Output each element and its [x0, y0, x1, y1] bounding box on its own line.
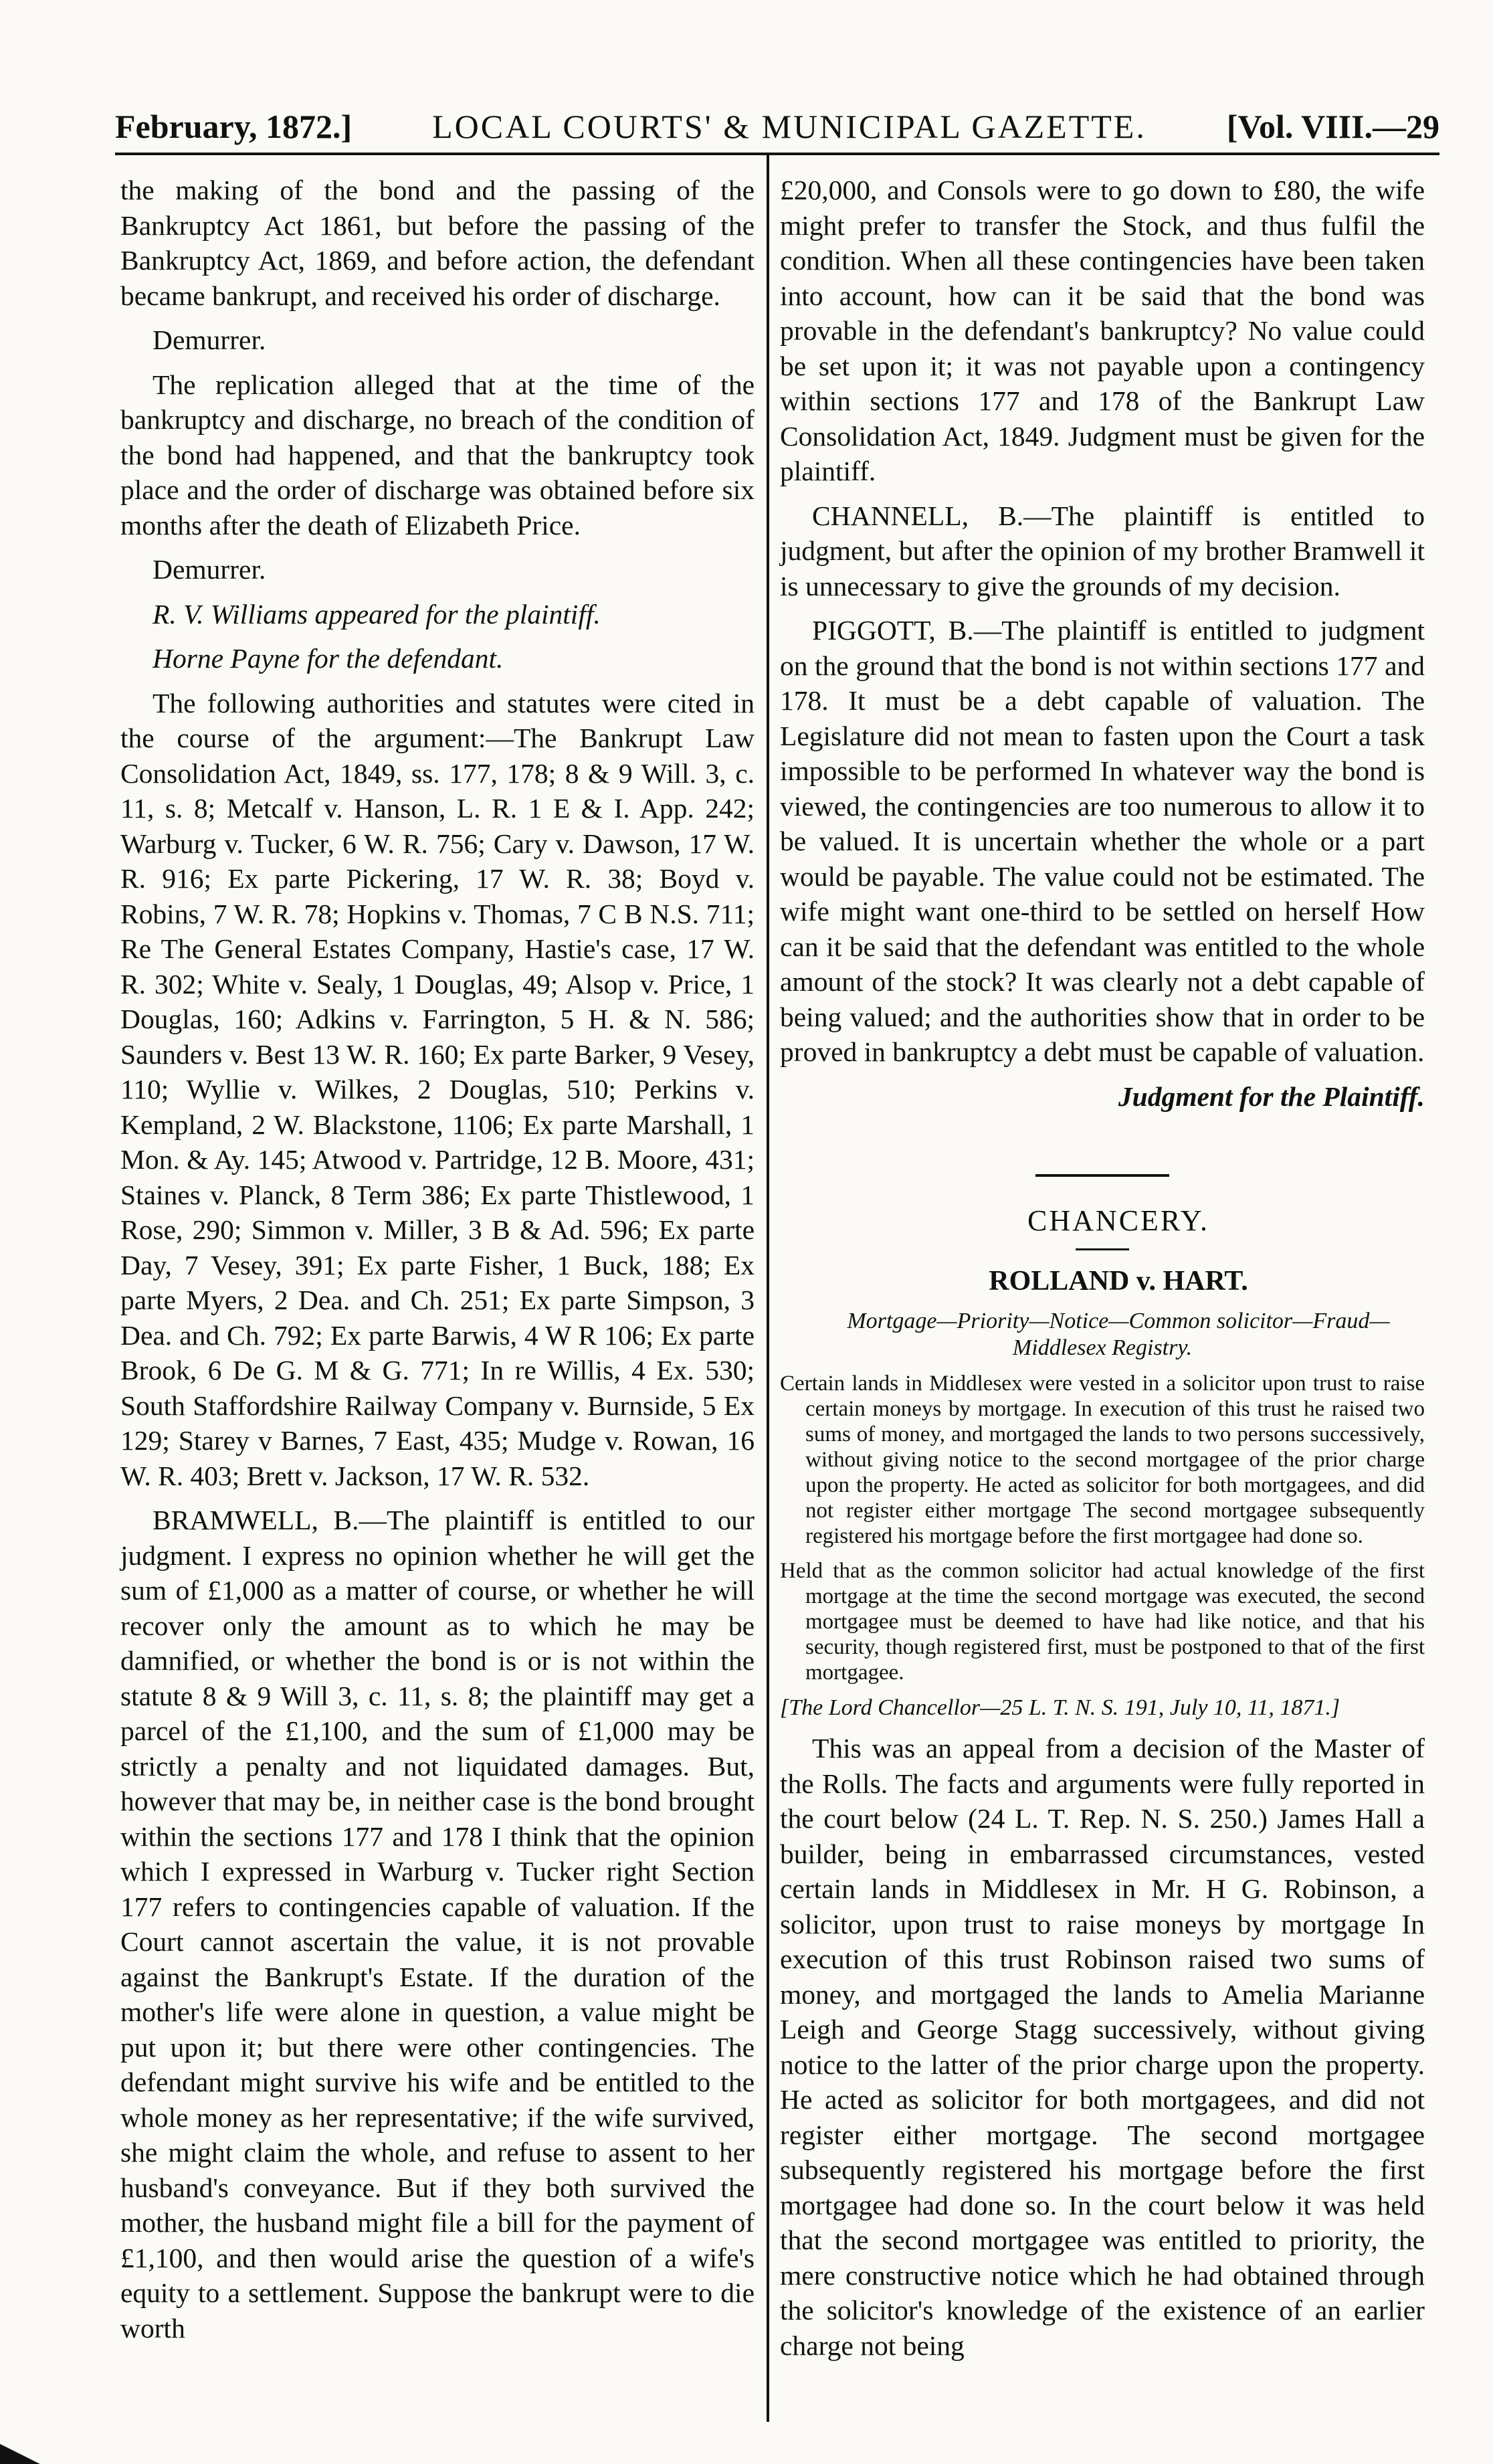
case-citation: [The Lord Chancellor—25 L. T. N. S. 191, July 10, 11, 1871.] [780, 1695, 1340, 1720]
case-body: This was an appeal from a decision of the Master of the Rolls. The facts and arguments were fully reported in the court below (24 L. T. Rep. N. S. 250.) James Hall a builder, being in embarrassed circumstances, vested certain lands in Middlesex in Mr. H G. Robinson, a solicitor, upon trust to raise moneys by mortgage In execution of this trust Robinson raised two sums of money, and mortgaged the lands to Amelia Marianne Leigh and George Stagg successively, without giving notice to the latter of the prior charge upon the property. He acted as solicitor for both mortgagees, and did not register either mortgage. The second mortgagee subsequently registered his mortgage before the first mortgagee had done so. In the court below it was held that the second mortgagee was entitled to priority, the mere constructive notice which he had obtained through the solicitor's knowledge of the existence of an earlier charge not being [780, 1733, 1425, 2361]
judgment-line: Judgment for the Plaintiff. [1118, 1080, 1425, 1112]
headnote: Certain lands in Middlesex were vested in a solicitor upon trust to raise certain moneys by mortgage. In execution of this trust he raised two sums of money, and mortgaged the lands to two persons successively, without giving notice to the second mortgagee of the prior charge upon the property. He acted as solicitor for both mortgagees, and did not register either mortgage The second mortgagee subsequently registered his mortgage before the first mortgagee had done so. [780, 1371, 1425, 1548]
counsel-plaintiff: R. V. Williams appeared for the plaintiff. [153, 598, 601, 630]
section-heading: CHANCERY. [1027, 1204, 1209, 1237]
heading-rule [1076, 1248, 1129, 1250]
left-column [120, 173, 755, 2355]
judgment-channell: CHANNELL, B.—The plaintiff is entitled to judgment, but after the opinion of my brother Bramwell it is unnecessary to give the grounds of my decision. [780, 500, 1425, 601]
paragraph: Demurrer. [153, 554, 266, 585]
counsel-defendant: Horne Payne for the defendant. [153, 643, 504, 674]
page-header [115, 72, 1439, 155]
issue-date: February, 1872.] [115, 108, 353, 145]
headnote-subject: Mortgage—Priority—Notice—Common solicitor—Fraud—Middlesex Registry. [847, 1309, 1390, 1360]
volume-page-number: [Vol. VIII.—29 [1226, 108, 1439, 145]
case-title: ROLLAND v. HART. [989, 1265, 1248, 1297]
column-divider [767, 154, 769, 2422]
right-column [780, 173, 1425, 2372]
page-corner [0, 2444, 40, 2464]
paragraph: the making of the bond and the passing of the Bankruptcy Act 1861, but before the passing of the Bankruptcy Act, 1869, and before action, the defendant became bankrupt, and received his order of discharge. [120, 175, 755, 311]
paragraph: £20,000, and Consols were to go down to £80, the wife might prefer to transfer the Stock, and thus fulfil the condition. When all these contingencies have been taken into account, how can it be said that the bond was provable in the defendant's bankruptcy? No value could be set upon it; it was not payable upon a contingency within sections 177 and 178 of the Bankrupt Law Consolidation Act, 1849. Judgment must be given for the plaintiff. [780, 175, 1425, 486]
paragraph: Demurrer. [153, 324, 266, 355]
authorities-paragraph: The following authorities and statutes were cited in the course of the argument:—The Bankrupt Law Consolidation Act, 1849, ss. 177, 178; 8 & 9 Will. 3, c. 11, s. 8; Metcalf v. Hanson, L. R. 1 E & I. App. 242; Warburg v. Tucker, 6 W. R. 756; Cary v. Dawson, 17 W. R. 916; Ex parte Pickering, 17 W. R. 38; Boyd v. Robins, 7 W. R. 78; Hopkins v. Thomas, 7 C B N.S. 711; Re The General Estates Company, Hastie's case, 17 W. R. 302; White v. Sealy, 1 Douglas, 49; Alsop v. Price, 1 Douglas, 160; Adkins v. Farrington, 5 H. & N. 586; Saunders v. Best 13 W. R. 160; Ex parte Barker, 9 Vesey, 110; Wyllie v. Wilkes, 2 Douglas, 510; Perkins v. Kempland, 2 W. Blackstone, 1106; Ex parte Marshall, 1 Mon. & Ay. 145; Atwood v. Partridge, 12 B. Moore, 431; Staines v. Planck, 8 Term 386; Ex parte Thistlewood, 1 Rose, 290; Simmon v. Miller, 3 B & Ad. 596; Ex parte Day, 7 Vesey, 391; Ex parte Fisher, 1 Buck, 188; Ex parte Myers, 2 Dea. and Ch. 251; Ex parte Simpson, 3 Dea. and Ch. 792; Ex parte Barwis, 4 W R 106; Ex parte Brook, 6 De G. M & G. 771; In re Willis, 4 Ex. 530; South Staffordshire Railway Company v. Burnside, 5 Ex 129; Starey v Barnes, 7 East, 435; Mudge v. Rowan, 16 W. R. 403; Brett v. Jackson, 17 W. R. 532. [120, 687, 755, 1491]
headnote-held: Held that as the common solicitor had actual knowledge of the first mortgage at the time the second mortgage was executed, the second mortgagee must be deemed to have had like notice, and that his security, though registered first, must be postponed to that of the first mortgagee. [780, 1559, 1425, 1685]
publication-title: LOCAL COURTS' & MUNICIPAL GAZETTE. [432, 108, 1147, 145]
judgment-bramwell: BRAMWELL, B.—The plaintiff is entitled to our judgment. I express no opinion whether he will get the sum of £1,000 as a matter of course, or whether he will recover only the amount as to which he may be damnified, or whether the bond is or is not within the statute 8 & 9 Will 3, c. 11, s. 8; the plaintiff may get a parcel of the £1,100, and the sum of £1,000 may be strictly a penalty and not liquidated damages. But, however that may be, in neither case is the bond brought within the sections 177 and 178 I think that the opinion which I expressed in Warburg v. Tucker right Section 177 refers to contingencies capable of valuation. If the Court cannot ascertain the value, it is not provable against the Bankrupt's Estate. If the duration of the mother's life were alone in question, a value might be put upon it; but there were other contingencies. The defendant might survive his wife and be entitled to the whole money as her representative; if the wife survived, she might claim the whole, and refuse to assent to her husband's conveyance. But if they both survived the mother, the husband might file a bill for the payment of £1,100, and then would arise the question of a wife's equity to a settlement. Suppose the bankrupt were to die worth [120, 1505, 755, 2344]
section-divider [1035, 1174, 1169, 1177]
judgment-piggott: PIGGOTT, B.—The plaintiff is entitled to judgment on the ground that the bond is not within sections 177 and 178. It must be a debt capable of valuation. The Legislature did not mean to fasten upon the Court a task impossible to be performed In whatever way the bond is viewed, the contingencies are too numerous to allow it to be valued. It is uncertain whether the whole or a part would be payable. The value could not be estimated. The wife might want one-third to be settled on herself How can it be said that the defendant was entitled to the whole amount of the stock? It was clearly not a debt capable of being valued; and the authorities show that in order to be proved in bankruptcy a debt must be capable of valuation. [780, 615, 1425, 1067]
paragraph: The replication alleged that at the time of the bankruptcy and discharge, no breach of the condition of the bond had happened, and that the bankruptcy took place and the order of discharge was obtained before six months after the death of Elizabeth Price. [120, 369, 755, 541]
